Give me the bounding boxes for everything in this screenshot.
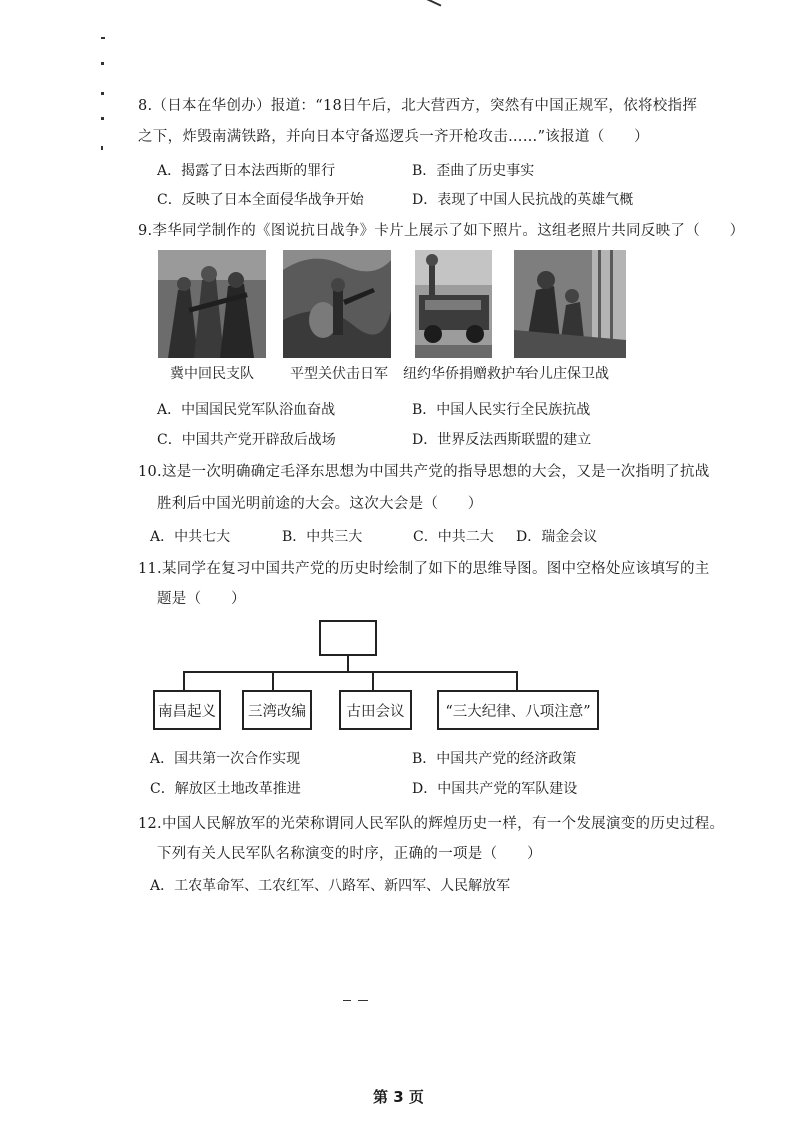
q10-option-b: B．中共三大: [282, 529, 363, 545]
q8-option-a: A．揭露了日本法西斯的罪行: [157, 163, 336, 179]
q9-option-a: A．中国国民党军队浴血奋战: [157, 402, 336, 418]
photo-pingxingguan-ambush: [283, 250, 391, 358]
photo-jizhong-hui-detachment: [158, 250, 266, 358]
scan-dash: [358, 1000, 368, 1001]
photo-caption-2: 平型关伏击日军: [290, 366, 388, 382]
mindmap-connector: [183, 671, 185, 691]
q11-stem-line2: 题是（ ）: [157, 591, 246, 607]
mindmap-blank-box: [319, 620, 377, 656]
page-number: 第 3 页: [373, 1088, 424, 1106]
q9-stem: 9.李华同学制作的《图说抗日战争》卡片上展示了如下照片。这组老照片共同反映了（ ）: [138, 223, 745, 239]
scan-mark: [101, 92, 104, 95]
q8-stem-line2: 之下，炸毁南满铁路，并向日本守备巡逻兵一齐开枪攻击……”该报道（ ）: [138, 129, 649, 145]
mindmap-node-gutian: 古田会议: [339, 690, 412, 730]
q11-option-c: C．解放区土地改革推进: [150, 781, 301, 797]
q9-option-d: D．世界反法西斯联盟的建立: [412, 432, 592, 448]
mindmap-connector: [347, 656, 349, 672]
q9-option-b: B．中国人民实行全民族抗战: [412, 402, 591, 418]
mindmap-node-nanchang: 南昌起义: [153, 690, 221, 730]
photo-taierzhuang-battle: [514, 250, 626, 358]
photo-caption-3: 纽约华侨捐赠救护车: [403, 366, 529, 382]
mindmap-connector: [272, 671, 274, 691]
q11-stem-line1: 11.某同学在复习中国共产党的历史时绘制了如下的思维导图。图中空格处应该填写的主: [138, 561, 710, 577]
mindmap-connector: [183, 671, 517, 673]
q12-stem-line1: 12.中国人民解放军的光荣称谓同人民军队的辉煌历史一样，有一个发展演变的历史过程。: [138, 816, 725, 832]
mindmap-node-discipline: “三大纪律、八项注意”: [437, 690, 599, 730]
q8-option-c: C．反映了日本全面侵华战争开始: [157, 192, 364, 208]
q11-option-d: D．中国共产党的军队建设: [412, 781, 578, 797]
q10-option-d: D．瑞金会议: [516, 529, 598, 545]
photo-caption-1: 冀中回民支队: [170, 366, 254, 382]
q8-option-b: B．歪曲了历史事实: [412, 163, 535, 179]
q10-stem-line2: 胜利后中国光明前途的大会。这次大会是（ ）: [157, 496, 483, 512]
mindmap-connector: [516, 671, 518, 691]
scan-dash: [343, 1000, 351, 1001]
scan-mark: [101, 117, 104, 120]
q11-option-a: A．国共第一次合作实现: [150, 751, 301, 767]
mindmap-node-sanwan: 三湾改编: [242, 690, 312, 730]
q12-stem-line2: 下列有关人民军队名称演变的时序，正确的一项是（ ）: [157, 846, 542, 862]
mindmap-connector: [372, 671, 374, 691]
q11-option-b: B．中国共产党的经济政策: [412, 751, 577, 767]
scan-mark: [421, 0, 442, 7]
scan-mark: [101, 146, 103, 150]
q8-stem-line1: 8.（日本在华创办）报道：“18日午后，北大营西方，突然有中国正规军，依将校指挥: [138, 98, 698, 114]
scan-mark: [101, 37, 105, 39]
q10-option-c: C．中共二大: [413, 529, 494, 545]
q10-option-a: A．中共七大: [150, 529, 231, 545]
photo-nyc-ambulance: [415, 250, 492, 358]
q12-option-a: A．工农革命军、工农红军、八路军、新四军、人民解放军: [150, 878, 511, 894]
q10-stem-line1: 10.这是一次明确确定毛泽东思想为中国共产党的指导思想的大会，又是一次指明了抗战: [138, 464, 710, 480]
photo-caption-4: 台儿庄保卫战: [525, 366, 609, 382]
scan-mark: [101, 62, 104, 65]
q9-option-c: C．中国共产党开辟敌后战场: [157, 432, 336, 448]
q8-option-d: D．表现了中国人民抗战的英雄气概: [412, 192, 634, 208]
